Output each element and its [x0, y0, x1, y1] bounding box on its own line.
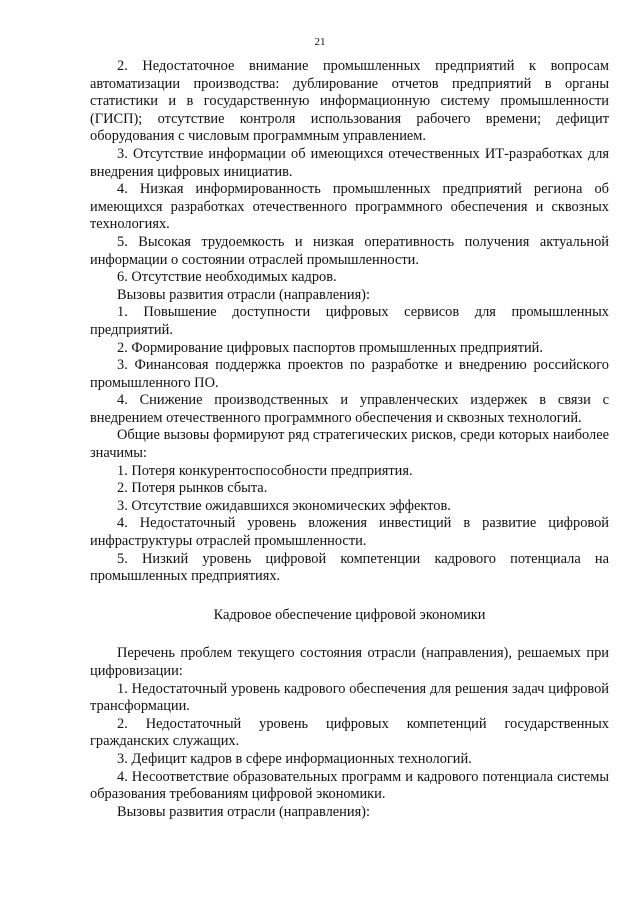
- paragraph: 5. Высокая трудоемкость и низкая оперативность получения актуальной информации о состоянии отраслей промышленности.: [90, 233, 609, 268]
- paragraph: 4. Низкая информированность промышленных предприятий региона об имеющихся разработках отечественного программного обеспечения и сквозных технологиях.: [90, 181, 609, 233]
- paragraph: 2. Формирование цифровых паспортов промышленных предприятий.: [117, 339, 543, 356]
- paragraph: Вызовы развития отрасли (направления):: [117, 803, 370, 820]
- paragraph: 1. Недостаточный уровень кадрового обеспечения для решения задач цифровой трансформации.: [90, 680, 609, 715]
- paragraph: Общие вызовы формируют ряд стратегических рисков, среди которых наиболее значимы:: [90, 427, 609, 462]
- page-number: 21: [314, 36, 326, 48]
- paragraph: 3. Финансовая поддержка проектов по разработке и внедрению российского промышленного ПО.: [90, 357, 609, 391]
- paragraph: Перечень проблем текущего состояния отрасли (направления), решаемых при цифровизации:: [90, 645, 609, 679]
- problems-and-challenges-block: [90, 58, 609, 586]
- paragraph: 3. Отсутствие ожидавшихся экономических эффектов.: [117, 497, 451, 514]
- paragraph: 2. Недостаточное внимание промышленных предприятий к вопросам автоматизации производства: дублирование отчетов предприятий в органы статистики и в государственную информационную систему промышленности (ГИСП); отсутствие контроля использования рабочего времени; дефицит оборудования с числовым программным управлением.: [90, 58, 609, 145]
- paragraph: 3. Дефицит кадров в сфере информационных технологий.: [117, 750, 472, 767]
- paragraph: 5. Низкий уровень цифровой компетенции кадрового потенциала на промышленных предприятиях.: [90, 550, 609, 585]
- paragraph: 2. Недостаточный уровень цифровых компетенций государственных гражданских служащих.: [90, 715, 609, 750]
- paragraph: 4. Снижение производственных и управленческих издержек в связи с внедрением отечественного программного обеспечения и сквозных технологий.: [90, 392, 609, 426]
- paragraph: 1. Потеря конкурентоспособности предприятия.: [117, 462, 413, 479]
- paragraph: 2. Потеря рынков сбыта.: [117, 480, 268, 497]
- page-body: [90, 58, 609, 821]
- paragraph: 1. Повышение доступности цифровых сервисов для промышленных предприятий.: [90, 304, 609, 338]
- paragraph: Вызовы развития отрасли (направления):: [117, 286, 370, 303]
- paragraph: 4. Несоответствие образовательных программ и кадрового потенциала системы образования требованиям цифровой экономики.: [90, 768, 609, 803]
- paragraph: 3. Отсутствие информации об имеющихся отечественных ИТ-разработках для внедрения цифровых инициатив.: [90, 145, 609, 180]
- staffing-section-block: [90, 645, 609, 821]
- paragraph: 4. Недостаточный уровень вложения инвестиций в развитие цифровой инфраструктуры отраслей промышленности.: [90, 515, 609, 550]
- section-heading: Кадровое обеспечение цифровой экономики: [213, 606, 486, 623]
- paragraph: 6. Отсутствие необходимых кадров.: [117, 269, 337, 286]
